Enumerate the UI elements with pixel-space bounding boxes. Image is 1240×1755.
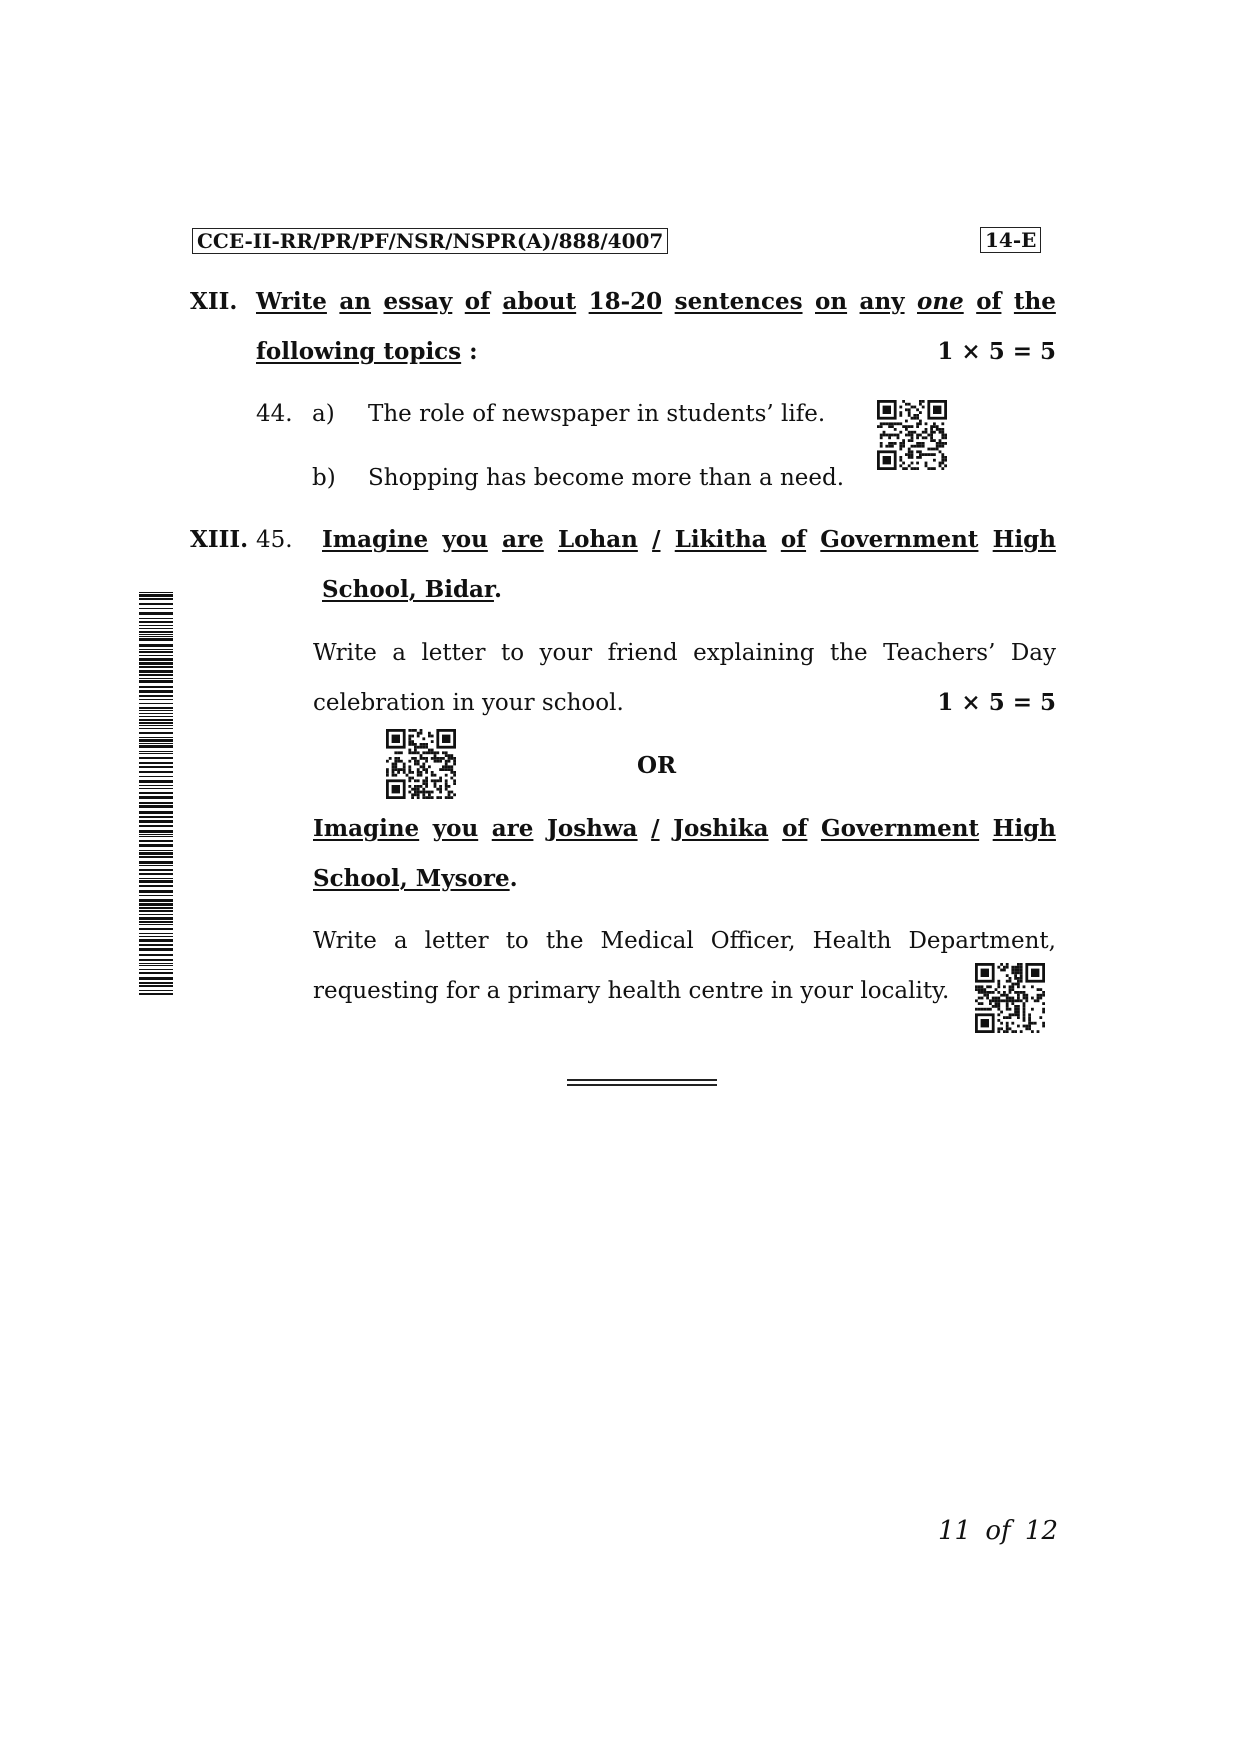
option-heading <box>313 814 1056 844</box>
question-number: 44. <box>256 401 293 427</box>
option-body <box>313 638 1056 668</box>
word: / <box>652 526 661 553</box>
section-number: XII. <box>190 288 238 315</box>
option-body <box>313 926 1056 956</box>
option-heading-cont <box>313 864 518 894</box>
end-rule <box>567 1079 717 1081</box>
word: 18-20 <box>588 288 663 315</box>
option-body-cont: requesting for a primary health centre in your locality. <box>313 978 950 1004</box>
word: / <box>651 815 660 842</box>
word: are <box>491 815 534 842</box>
option-label: a) <box>312 401 335 427</box>
word: explaining <box>693 640 815 666</box>
word: letter <box>421 640 486 666</box>
word: your <box>539 640 593 666</box>
word: about <box>502 288 577 315</box>
word: you <box>432 815 479 842</box>
option-label: b) <box>312 465 336 491</box>
heading-period: . <box>509 865 518 892</box>
word: a <box>393 928 408 954</box>
question-heading <box>256 287 1056 317</box>
page-number: 11 of 12 <box>938 1516 1058 1546</box>
marks-label: 1 × 5 = 5 <box>937 338 1056 365</box>
word: Medical <box>600 928 694 954</box>
word: Likitha <box>674 526 767 553</box>
paper-code: CCE-II-RR/PR/PF/NSR/NSPR(A)/888/4007 <box>192 228 668 254</box>
option-heading-cont <box>322 575 502 605</box>
qr-code-icon <box>386 729 456 799</box>
word: the <box>829 640 868 666</box>
word: an <box>339 288 372 315</box>
word: on <box>815 288 848 315</box>
word: a <box>392 640 406 666</box>
word: of <box>976 288 1002 315</box>
word: Officer, <box>710 928 796 954</box>
word: of <box>464 288 491 315</box>
word: Joshika <box>673 815 769 842</box>
word: Write <box>313 928 377 954</box>
heading-text: School, Bidar <box>322 576 494 603</box>
question-heading-cont <box>256 337 478 367</box>
word: Teachers’ <box>883 640 996 666</box>
word: Government <box>820 815 980 842</box>
heading-colon: : <box>469 338 478 365</box>
word: Health <box>812 928 892 954</box>
word: High <box>992 526 1056 553</box>
word: Imagine <box>313 815 420 842</box>
word: Write <box>256 288 327 315</box>
end-rule <box>567 1084 717 1086</box>
marks-label: 1 × 5 = 5 <box>937 689 1056 716</box>
heading-text: following topics <box>256 338 462 365</box>
word: High <box>992 815 1056 842</box>
word: Government <box>820 526 979 553</box>
option-heading <box>322 525 1056 555</box>
word: Day <box>1010 640 1056 666</box>
word: one <box>917 288 964 315</box>
word: Lohan <box>557 526 638 553</box>
word: friend <box>607 640 678 666</box>
word: letter <box>424 928 489 954</box>
word: to <box>505 928 529 954</box>
section-number: XIII. <box>190 526 249 553</box>
qr-code-icon <box>975 963 1045 1033</box>
option-text: The role of newspaper in students’ life. <box>368 401 826 427</box>
word: essay <box>383 288 453 315</box>
qr-code-icon <box>877 400 947 470</box>
or-separator: OR <box>637 752 677 779</box>
word: sentences <box>674 288 803 315</box>
word: Department, <box>908 928 1056 954</box>
question-number: 45. <box>256 527 293 553</box>
heading-period: . <box>493 576 502 603</box>
word: of <box>782 815 808 842</box>
word: Joshwa <box>546 815 638 842</box>
word: are <box>502 526 544 553</box>
word: Imagine <box>322 526 429 553</box>
word: any <box>859 288 905 315</box>
paper-number: 14-E <box>980 227 1041 253</box>
word: of <box>780 526 807 553</box>
word: the <box>1013 288 1056 315</box>
word: you <box>442 526 488 553</box>
word: to <box>500 640 525 666</box>
option-body-cont: celebration in your school. <box>313 690 624 716</box>
heading-text: School, Mysore <box>313 865 510 892</box>
word: Write <box>313 640 377 666</box>
option-text: Shopping has become more than a need. <box>368 465 845 491</box>
word: the <box>545 928 584 954</box>
barcode-icon <box>139 592 173 997</box>
